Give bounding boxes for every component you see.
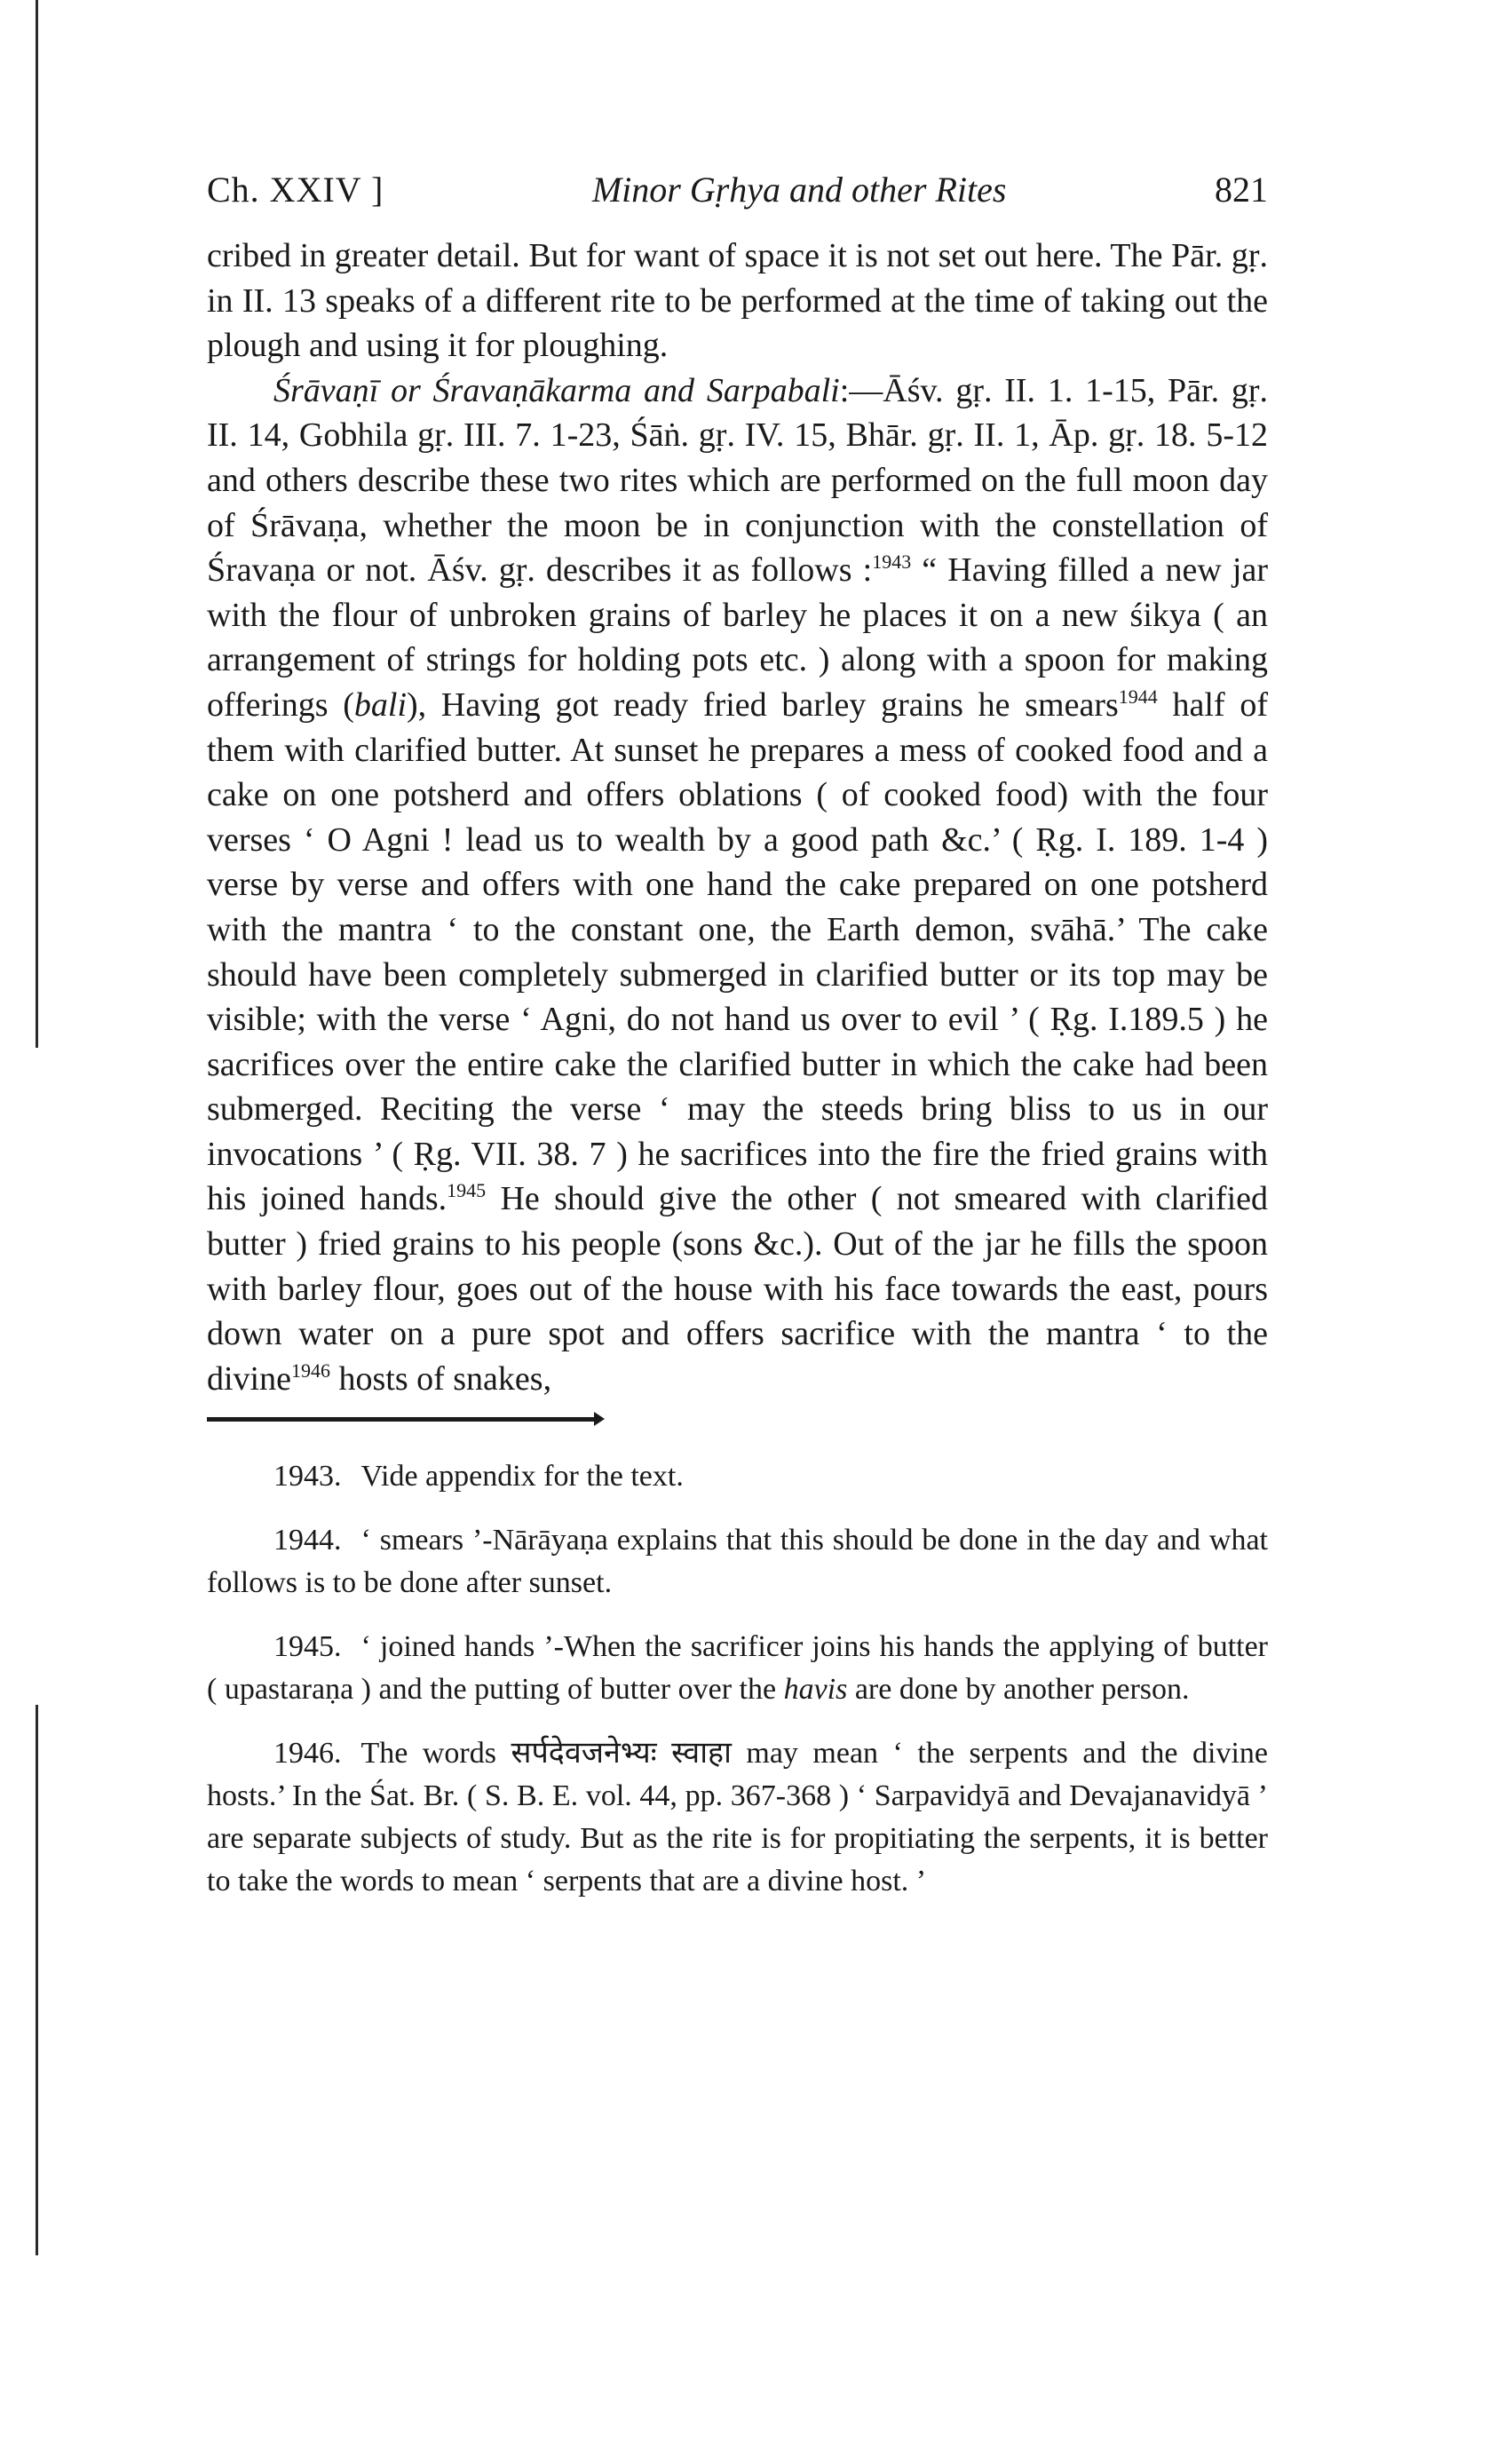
section-heading: Śrāvaṇī or Śravaṇākarma and Sarpabali [273, 371, 840, 409]
left-margin-rule-lower [36, 1705, 38, 2255]
paragraph-2-text-b: “ Having filled a new jar with the flour of unbroken grains of barley he places it on a new śikya ( an arrangement of strings for holding pots etc. ) along with a spoon for making offerings ( [207, 551, 1268, 724]
footnote-text: are done by another person. [847, 1673, 1190, 1707]
page [207, 169, 1268, 1924]
term-havis: havis [783, 1673, 848, 1707]
footnote-1943 [207, 1455, 1268, 1498]
footnote-text: ‘ smears ’-Nārāyaṇa explains that this should be done in the day and what follows is to be done after sunset. [207, 1524, 1268, 1600]
footnote-ref-1944: 1944 [1118, 685, 1158, 708]
footnote-text: The words सर्पदेवजनेभ्यः स्वाहा may mean ‘ the serpents and the divine hosts.’ In the Śat. Br. ( S. B. E. vol. 44, pp. 367-368 ) ‘ Sarpavidyā and Devajanavidyā ’ are separate subjects of study. But as the rite is for propitiating the serpents, it is better to take the words to mean ‘ serpents that are a divine host. ’ [207, 1737, 1268, 1898]
footnote-text: Vide appendix for the text. [360, 1460, 684, 1493]
footnote-1945 [207, 1626, 1268, 1711]
footnote-ref-1943: 1943 [872, 551, 912, 574]
chapter-label: Ch. XXIV ] [207, 170, 384, 210]
footnote-ref-1946: 1946 [290, 1359, 330, 1382]
footnote-number: 1946. [273, 1737, 342, 1771]
footnote-number: 1944. [273, 1524, 342, 1557]
footnote-number: 1943. [273, 1460, 342, 1493]
footnotes [207, 1455, 1268, 1903]
paragraph-2-text-a: :—Āśv. gṛ. II. 1. 1-15, Pār. gṛ. II. 14, Gobhila gṛ. III. 7. 1-23, Śāṅ. gṛ. IV. 15, Bhār. gṛ. II. 1, Āp. gṛ. 18. 5-12 and others describe these two rites which are performed on the full moon day of Śrāvaṇa, whether the moon be in conjunction with the constellation of Śravaṇa or not. Āśv. gṛ. describes it as follows : [207, 371, 1268, 590]
footnote-ref-1945: 1945 [447, 1179, 487, 1202]
paragraph-2-text-c: ), Having got ready fried barley grains he smears [407, 685, 1119, 724]
running-head [207, 169, 1268, 210]
left-margin-rule [36, 0, 38, 1048]
term-bali: bali [353, 685, 408, 724]
paragraph-2 [207, 368, 1268, 1402]
footnote-number: 1945. [273, 1630, 342, 1664]
paragraph-2-text-e: He should give the other ( not smeared with clarified butter ) fried grains to his people (sons &c.). Out of the jar he fills the spoon with barley flour, goes out of the house with his face towards the east, pours down water on a pure spot and offers sacrifice with the mantra ‘ to the divine [207, 1180, 1269, 1398]
paragraph-2-text-d: half of them with clarified butter. At sunset he prepares a mess of cooked food and a cake on one potsherd and offers oblations ( of cooked food) with the four verses ‘ O Agni ! lead us to wealth by a good path &c.’ ( Ṛg. I. 189. 1-4 ) verse by verse and offers with one hand the cake prepared on one potsherd with the mantra ‘ to the constant one, the Earth demon, svāhā.’ The cake should have been completely submerged in clarified butter or its top may be visible; with the verse ‘ Agni, do not hand us over to evil ’ ( Ṛg. I.189.5 ) he sacrifices over the entire cake the clarified butter in which the cake had been submerged. Reciting the verse ‘ may the steeds bring bliss to us in our invocations ’ ( Ṛg. VII. 38. 7 ) he sacrifices into the fire the fried grains with his joined hands. [207, 685, 1268, 1218]
footnote-1946 [207, 1732, 1268, 1903]
page-number: 821 [1214, 170, 1268, 210]
footnote-text: ‘ joined hands ’-When the sacrificer joins his hands the applying of butter ( upastaraṇa ) and the putting of butter over the [207, 1630, 1268, 1707]
body-text [207, 234, 1268, 1401]
paragraph-2-text-f: hosts of snakes, [329, 1359, 552, 1398]
footnote-separator [207, 1417, 598, 1422]
running-title: Minor Gṛhya and other Rites [591, 170, 1007, 210]
paragraph-1: cribed in greater detail. But for want of space it is not set out here. The Pār. gṛ. in II. 13 speaks of a different rite to be performed at the time of taking out the plough and using it for ploughing. [207, 237, 1268, 365]
footnote-1944 [207, 1519, 1268, 1604]
